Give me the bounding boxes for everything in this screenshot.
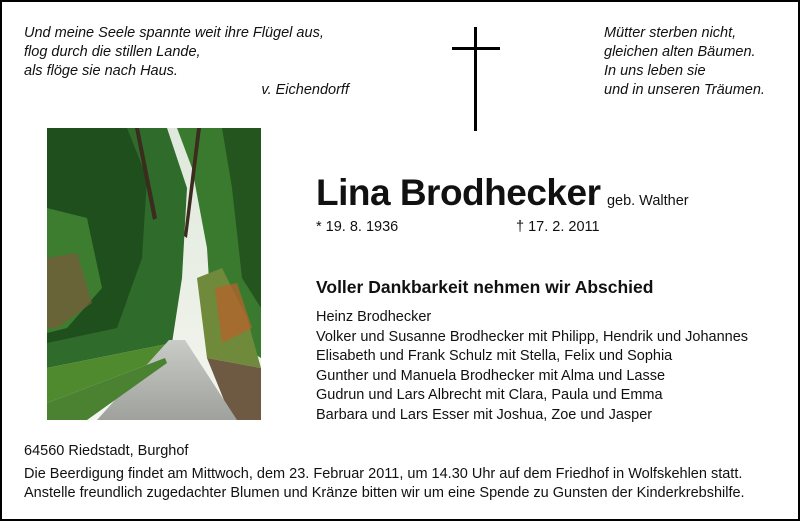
poem-left — [24, 24, 349, 100]
poem-line: Und meine Seele spannte weit ihre Flügel aus, — [24, 25, 324, 41]
location-line: 64560 Riedstadt, Burghof — [24, 443, 189, 459]
list-item: Gudrun und Lars Albrecht mit Clara, Paula und Emma — [316, 387, 663, 403]
birth-date: * 19. 8. 1936 — [316, 219, 399, 235]
notice-line: Anstelle freundlich zugedachter Blumen und Kränze bitten wir um eine Spende zu Gunsten der Kinderkrebshilfe. — [24, 485, 745, 501]
tree-lined-road-photo — [47, 128, 261, 420]
list-item: Elisabeth und Frank Schulz mit Stella, Felix und Sophia — [316, 348, 673, 364]
poem-line: Mütter sterben nicht, — [604, 25, 737, 41]
name-heading — [316, 172, 689, 214]
funeral-notice — [24, 465, 745, 503]
poem-line: In uns leben sie — [604, 63, 706, 79]
poem-line: flog durch die stillen Lande, — [24, 44, 201, 60]
death-date: † 17. 2. 2011 — [516, 219, 600, 235]
poem-line: als flöge sie nach Haus. — [24, 63, 178, 79]
deceased-name: Lina Brodhecker — [316, 172, 601, 213]
list-item: Heinz Brodhecker — [316, 309, 432, 325]
list-item: Barbara und Lars Esser mit Joshua, Zoe und Jasper — [316, 406, 653, 423]
poem-line: gleichen alten Bäumen. — [604, 44, 756, 60]
list-item: Volker und Susanne Brodhecker mit Philipp, Hendrik und Johannes — [316, 328, 749, 345]
mourners-list — [316, 308, 748, 425]
poem-line: und in unseren Träumen. — [604, 82, 765, 98]
maiden-name: geb. Walther — [606, 193, 689, 209]
poem-author: v. Eichendorff — [261, 82, 349, 98]
poem-right — [604, 24, 779, 100]
notice-line: Die Beerdigung findet am Mittwoch, dem 23. Februar 2011, um 14.30 Uhr auf dem Friedhof in Wolfskehlen statt. — [24, 466, 743, 482]
list-item: Gunther und Manuela Brodhecker mit Alma und Lasse — [316, 367, 666, 384]
cross-icon — [452, 27, 500, 131]
farewell-heading: Voller Dankbarkeit nehmen wir Abschied — [316, 277, 654, 297]
